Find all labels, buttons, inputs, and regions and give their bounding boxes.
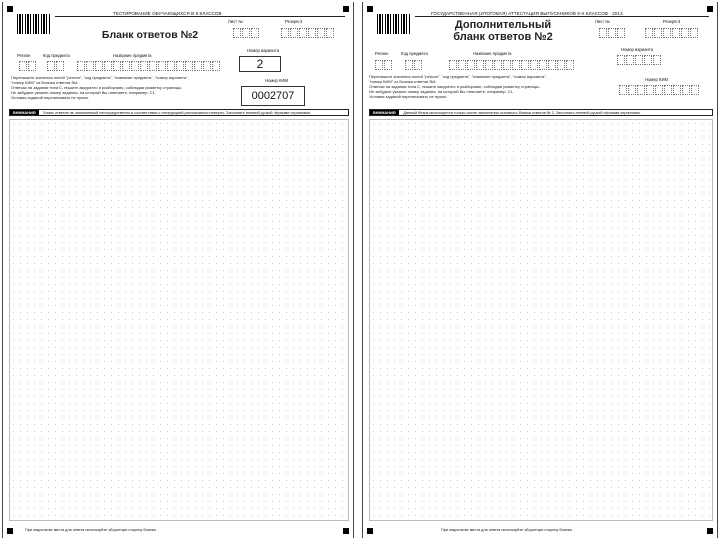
region-label: Регион xyxy=(17,53,31,58)
kim-label: Номер КИМ xyxy=(645,77,668,82)
variant-field[interactable]: 2 xyxy=(239,56,281,72)
instruction-line: Отвечая на задания типа С, пишите аккуратно и разборчиво, соблюдая разметку страницы. xyxy=(369,84,541,89)
corner-marker xyxy=(7,528,13,534)
reserve-boxes[interactable] xyxy=(645,28,698,38)
subject-name-boxes[interactable] xyxy=(449,60,574,70)
corner-marker xyxy=(367,528,373,534)
sheet-title-line: бланк ответов №2 xyxy=(453,30,553,43)
answer-sheet-2 xyxy=(2,2,354,538)
instruction-line: "номер КИМ" из Бланка ответов №1. xyxy=(11,80,79,85)
sheet-number-label: Лист № xyxy=(595,19,610,24)
warning-text: Данный бланк используется только после заполнения основного бланка ответов № 2. Заполнять гелевой ручкой чёрными чернилами. xyxy=(403,110,641,115)
instruction-line: Перепишите значения полей "регион", "код предмета", "название предмета", "номер варианта", xyxy=(369,74,547,79)
kim-field[interactable]: 0002707 xyxy=(241,86,305,106)
sheet-title: Бланк ответов №2 xyxy=(101,29,199,41)
instruction-line: Перепишите значения полей "регион", "код предмета", "название предмета", "номер варианта", xyxy=(11,75,189,80)
region-boxes[interactable] xyxy=(375,60,392,70)
sheet-title-line: Дополнительный xyxy=(454,19,552,31)
additional-answer-sheet xyxy=(362,2,718,538)
header-rule xyxy=(415,16,709,17)
sheet-number-boxes[interactable] xyxy=(599,28,625,38)
kim-label: Номер КИМ xyxy=(265,78,288,83)
subject-name-label: Название предмета xyxy=(473,51,512,56)
warning-text: Бланк ответов не заполненный непосредственно в соответствии с инструкцией распознается неверно. Заполнять гелевой ручкой чёрными чернилами xyxy=(43,110,310,115)
subject-code-label: Код предмета xyxy=(43,53,70,58)
sheet-number-label: Лист № xyxy=(228,19,243,24)
answer-grid[interactable] xyxy=(369,119,713,521)
corner-marker xyxy=(343,528,349,534)
subject-code-label: Код предмета xyxy=(401,51,428,56)
region-label: Регион xyxy=(375,51,389,56)
instruction-line: Условия заданий переписывать не нужно. xyxy=(369,94,448,99)
variant-boxes[interactable] xyxy=(617,55,661,65)
warning-tag: ВНИМАНИЕ! xyxy=(10,110,39,115)
header-text: ТЕСТИРОВАНИЕ ОБУЧАЮЩИХСЯ В 9 КЛАССОВ xyxy=(113,11,222,16)
corner-marker xyxy=(707,6,713,12)
subject-name-boxes[interactable] xyxy=(77,61,220,71)
corner-marker xyxy=(707,528,713,534)
reserve-boxes[interactable] xyxy=(281,28,334,38)
instructions xyxy=(369,74,547,99)
variant-label: Номер варианта xyxy=(247,48,280,53)
region-boxes[interactable] xyxy=(19,61,36,71)
sheet-title xyxy=(433,20,573,43)
sheet-number-boxes[interactable] xyxy=(233,28,259,38)
barcode-icon xyxy=(377,14,411,34)
subject-code-boxes[interactable] xyxy=(405,60,422,70)
warning-bar xyxy=(369,109,713,116)
corner-marker xyxy=(367,6,373,12)
instruction-line: Не забудьте указать номер задания, на который Вы отвечаете, например: С1. xyxy=(369,89,514,94)
footer-note: При недостатке места для ответа используйте оборотную сторону бланка. xyxy=(25,528,157,532)
footer-note: При недостатке места для ответа используйте оборотную сторону бланка. xyxy=(441,528,573,532)
barcode-icon xyxy=(17,14,51,34)
reserve-label: Резерв-3 xyxy=(663,19,681,24)
instruction-line: "номер КИМ" из Бланка ответов №1. xyxy=(369,79,437,84)
warning-tag: ВНИМАНИЕ! xyxy=(370,110,399,115)
subject-code-boxes[interactable] xyxy=(47,61,64,71)
header-rule xyxy=(55,16,345,17)
instruction-line: Отвечая на задания типа С, пишите аккуратно и разборчиво, соблюдая разметку страницы. xyxy=(11,85,183,90)
header-text: ГОСУДАРСТВЕННАЯ (ИТОГОВАЯ) АТТЕСТАЦИЯ ВЫПУСКНИКОВ 9-Х КЛАССОВ · 2013 xyxy=(431,11,623,16)
instruction-line: Условия заданий переписывать не нужно. xyxy=(11,95,90,100)
subject-name-label: Название предмета xyxy=(113,53,152,58)
corner-marker xyxy=(7,6,13,12)
instructions xyxy=(11,75,189,100)
corner-marker xyxy=(343,6,349,12)
answer-grid[interactable] xyxy=(9,119,349,521)
instruction-line: Не забудьте указать номер задания, на который Вы отвечаете, например: С1. xyxy=(11,90,156,95)
warning-bar xyxy=(9,109,349,116)
kim-boxes[interactable] xyxy=(619,85,699,95)
variant-label: Номер варианта xyxy=(621,47,654,52)
reserve-label: Резерв-3 xyxy=(285,19,303,24)
